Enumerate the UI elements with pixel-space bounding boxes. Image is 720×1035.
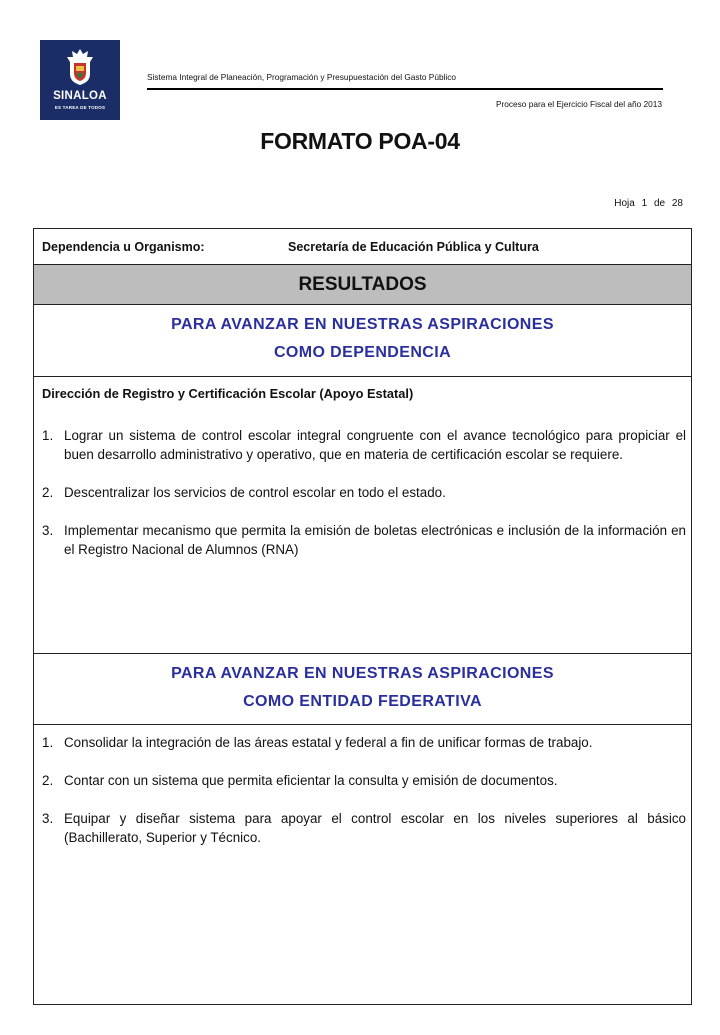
section-heading-dependency [34, 305, 691, 377]
logo-name: SINALOA [53, 90, 107, 102]
section-content-federal [42, 733, 686, 866]
list-item [42, 483, 686, 502]
list-item [42, 771, 686, 790]
sheet-of-label: de [653, 198, 666, 209]
item-number: 2. [42, 485, 54, 500]
list-item [42, 521, 686, 559]
item-text: Descentralizar los servicios de control escolar en todo el estado. [64, 485, 446, 500]
system-title: Sistema Integral de Planeación, Programación y Presupuestación del Gasto Público [147, 72, 457, 82]
item-number: 1. [42, 735, 54, 750]
page-title: FORMATO POA-04 [260, 128, 460, 154]
item-text: Lograr un sistema de control escolar integral congruente con el avance tecnológico para propiciar el buen desarrollo administrativo y operativo, que en materia de certificación escolar se requiere. [64, 428, 686, 462]
item-number: 2. [42, 773, 54, 788]
section-heading-federal [34, 653, 691, 725]
section-subheading: Dirección de Registro y Certificación Escolar (Apoyo Estatal) [42, 386, 414, 401]
dependency-value: Secretaría de Educación Pública y Cultura [288, 240, 539, 254]
coat-of-arms-icon [66, 48, 94, 86]
section-heading-line1: PARA AVANZAR EN NUESTRAS ASPIRACIONES [171, 665, 554, 682]
item-text: Implementar mecanismo que permita la emisión de boletas electrónicas e inclusión de la información en el Registro Nacional de Alumnos (RNA) [64, 523, 686, 557]
section-content-dependency [42, 384, 686, 578]
list-item [42, 809, 686, 847]
list-item [42, 426, 686, 464]
dependency-label: Dependencia u Organismo: [42, 240, 205, 254]
item-text: Consolidar la integración de las áreas estatal y federal a fin de unificar formas de trabajo. [64, 735, 593, 750]
item-number: 3. [42, 523, 54, 538]
item-number: 1. [42, 428, 54, 443]
sheet-total: 28 [671, 198, 683, 209]
item-text: Contar con un sistema que permita eficientar la consulta y emisión de documentos. [64, 773, 558, 788]
results-form [33, 228, 692, 1005]
dependency-row [34, 229, 691, 265]
item-text: Equipar y diseñar sistema para apoyar el control escolar en los niveles superiores al básico (Bachillerato, Superior y Técnico. [64, 811, 686, 845]
logo-tagline: ES TAREA DE TODOS [54, 105, 106, 110]
sheet-label: Hoja [614, 198, 635, 209]
section-heading-line1: PARA AVANZAR EN NUESTRAS ASPIRACIONES [171, 316, 554, 333]
item-number: 3. [42, 811, 54, 826]
list-item [42, 733, 686, 752]
header-divider [147, 88, 663, 90]
section-heading-line2: COMO ENTIDAD FEDERATIVA [243, 693, 482, 710]
results-header: RESULTADOS [34, 265, 691, 305]
sheet-current: 1 [641, 198, 648, 209]
sheet-counter [614, 198, 683, 209]
process-year: Proceso para el Ejercicio Fiscal del año 2013 [495, 99, 662, 109]
sinaloa-logo [40, 40, 120, 120]
section-heading-line2: COMO DEPENDENCIA [273, 344, 452, 361]
